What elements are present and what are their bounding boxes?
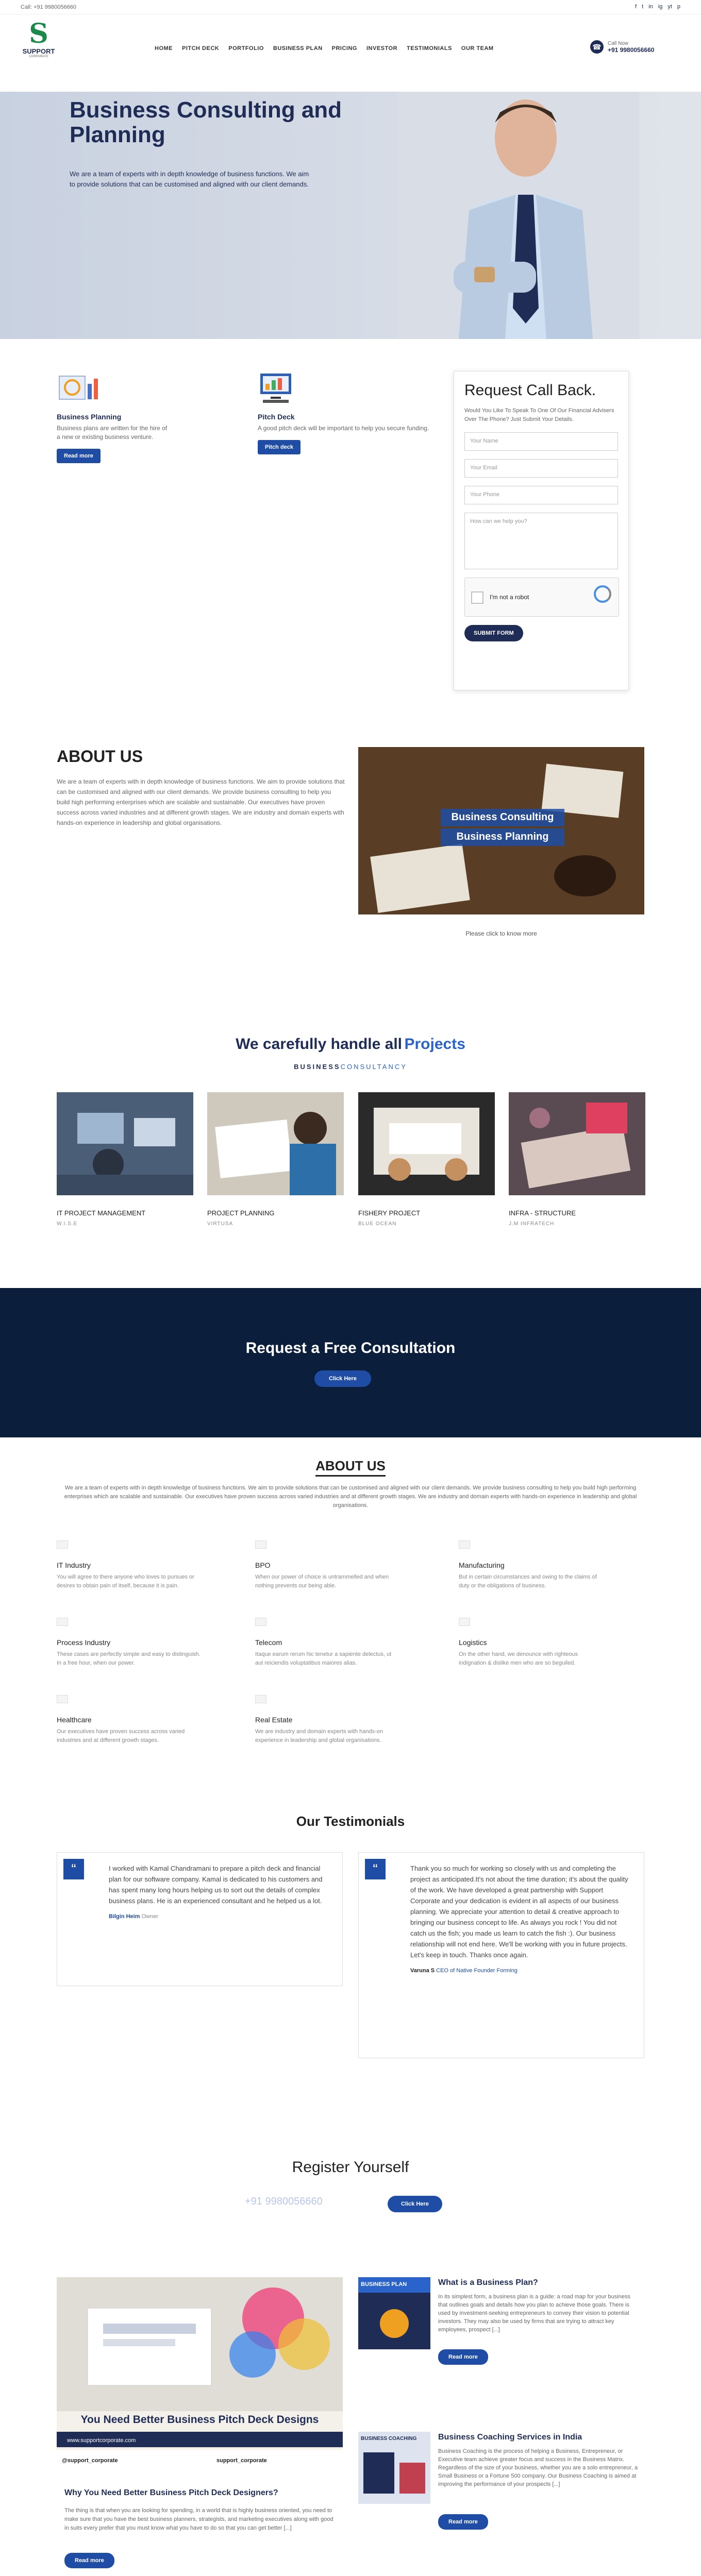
- project-sub: J.M INFRATECH: [509, 1221, 555, 1227]
- project-image: [509, 1092, 645, 1195]
- project-card[interactable]: [509, 1092, 645, 1227]
- featured-handle-1: @support_corporate: [62, 2458, 118, 2464]
- register-button[interactable]: Click Here: [388, 2196, 442, 2212]
- projects-heading-accent: Projects: [404, 1036, 465, 1053]
- industry-telecom: [255, 1618, 399, 1668]
- healthcare-icon: [57, 1695, 68, 1703]
- industry-title: Logistics: [459, 1638, 487, 1647]
- testimonials-title: Our Testimonials: [296, 1814, 405, 1829]
- register-phone[interactable]: +91 9980056660: [245, 2196, 323, 2207]
- about2-title: ABOUT US: [315, 1458, 386, 1477]
- phone-icon: ☎: [590, 40, 604, 54]
- main-nav: [155, 45, 494, 52]
- projects-heading-text: We carefully handle all: [236, 1036, 403, 1053]
- service-card-pitch-deck: [258, 371, 433, 454]
- industry-text: When our power of choice is untrammelled and when nothing prevents our being able.: [255, 1574, 389, 1589]
- industry-text: We are industry and domain experts with hands-on experience in leadership and global organisations.: [255, 1728, 383, 1743]
- blog-post-image-text: BUSINESS COACHING: [361, 2436, 417, 2442]
- blog-read-more-button[interactable]: Read more: [438, 2514, 488, 2530]
- recaptcha-label: I'm not a robot: [490, 594, 529, 601]
- nav-investor[interactable]: INVESTOR: [366, 45, 398, 52]
- linkedin-icon[interactable]: in: [648, 4, 653, 10]
- bpo-icon: [255, 1540, 266, 1549]
- industry-title: Process Industry: [57, 1638, 111, 1647]
- consultation-banner: [0, 1288, 701, 1437]
- service-text: Business plans are written for the hire of a new or existing business venture.: [57, 425, 168, 440]
- read-more-button[interactable]: Read more: [57, 449, 101, 463]
- project-card[interactable]: [207, 1092, 344, 1227]
- blog-post-title[interactable]: What is a Business Plan?: [438, 2278, 538, 2287]
- process-icon: [57, 1618, 68, 1626]
- real-estate-icon: [255, 1695, 266, 1703]
- project-title: FISHERY PROJECT: [358, 1209, 421, 1217]
- testimonial-role: Owner: [141, 1913, 158, 1920]
- hero-text: We are a team of experts with in depth knowledge of business functions. We aim to provide solutions that can be customised and aligned with our client demands.: [70, 170, 309, 188]
- quote-icon: “: [365, 1859, 386, 1879]
- consultation-button[interactable]: Click Here: [314, 1370, 371, 1387]
- industry-text: These cases are perfectly simple and easy to distinguish. In a free hour, when our power.: [57, 1651, 201, 1666]
- quote-icon: “: [63, 1859, 84, 1879]
- blog-post-image[interactable]: [358, 2277, 430, 2349]
- nav-our-team[interactable]: OUR TEAM: [461, 45, 494, 52]
- service-card-business-planning: [57, 371, 170, 463]
- nav-home[interactable]: HOME: [155, 45, 173, 52]
- industry-title: Telecom: [255, 1638, 282, 1647]
- about-text: We are a team of experts with in depth knowledge of business functions. We aim to provide solutions that can be customised and aligned with our client demands. We provide business consulting to help you build high performing enterprises which are scalable and sustainable. Our executives have proven success across varied industries and at different growth stages. We are industry and domain experts with hands-on experience in leadership and global organisations.: [57, 778, 345, 826]
- blog-post-image[interactable]: [358, 2432, 430, 2504]
- twitter-icon[interactable]: t: [642, 4, 644, 10]
- nav-pricing[interactable]: PRICING: [331, 45, 357, 52]
- callback-title: Request Call Back.: [464, 382, 596, 399]
- top-bar: [0, 0, 701, 14]
- recaptcha-checkbox[interactable]: [471, 591, 483, 604]
- nav-pitch-deck[interactable]: PITCH DECK: [182, 45, 220, 52]
- industry-logistics: [459, 1618, 603, 1668]
- email-input[interactable]: Your Email: [464, 459, 618, 478]
- callback-form: [454, 371, 629, 690]
- register-title: Register Yourself: [292, 2159, 409, 2176]
- service-title: Business Planning: [57, 413, 122, 421]
- featured-blog-image[interactable]: [57, 2277, 343, 2473]
- featured-read-more-button[interactable]: Read more: [64, 2553, 114, 2568]
- project-image: [57, 1092, 193, 1195]
- business-planning-icon: [57, 371, 103, 407]
- about-caption[interactable]: Please click to know more: [465, 930, 537, 937]
- projects-sub-accent: CONSULTANCY: [340, 1063, 407, 1071]
- telecom-icon: [255, 1618, 266, 1626]
- submit-form-button[interactable]: SUBMIT FORM: [464, 625, 523, 641]
- featured-handle-2: support_corporate: [216, 2458, 267, 2464]
- testimonial-author: Varuna S: [410, 1968, 435, 1974]
- project-image: [358, 1092, 495, 1195]
- industry-title: Real Estate: [255, 1716, 293, 1724]
- instagram-icon[interactable]: ig: [658, 4, 663, 10]
- featured-site: www.supportcorporate.com: [67, 2437, 136, 2444]
- facebook-icon[interactable]: f: [635, 4, 637, 10]
- industry-bpo: [255, 1540, 399, 1590]
- blog-post-text: In its simplest form, a business plan is a guide: a road map for your business that outlines goals and details how you plan to achieve those goals. There is used by investment-seeking entrepreneurs to convey their vision to potential investors. They may also be used by firms that are trying to attract key employees, prospect [...]: [438, 2294, 630, 2333]
- name-input[interactable]: Your Name: [464, 432, 618, 451]
- service-title: Pitch Deck: [258, 413, 295, 421]
- about-image-line-2: Business Planning: [456, 831, 549, 842]
- recaptcha-icon: [594, 585, 611, 603]
- phone-input[interactable]: Your Phone: [464, 486, 618, 504]
- testimonial-text: I worked with Kamal Chandramani to prepare a pitch deck and financial plan for our software company. Kamal is dedicated to his customers and has spent many long hours helping us to sort out the details of complex business plans. He is an experienced consultant and he helped us a lot.: [109, 1865, 323, 1905]
- industry-process: [57, 1618, 201, 1668]
- logo-subtext: CORPORATE: [29, 55, 48, 58]
- pinterest-icon[interactable]: p: [677, 4, 680, 10]
- about-section: [57, 747, 345, 828]
- it-icon: [57, 1540, 68, 1549]
- industry-manufacturing: [459, 1540, 603, 1590]
- site-logo[interactable]: [21, 18, 57, 58]
- industry-text: On the other hand, we denounce with righteous indignation & dislike men who are so beguiled.: [459, 1651, 578, 1666]
- about2-text: We are a team of experts with in depth knowledge of business functions. We aim to provide solutions that can be customised and aligned with our client demands. We provide business consulting to help you build high performing enterprises which are scalable and sustainable. Our executives have proven success across varied industries and at different growth stages. We are industry and domain experts with hands-on experience in leadership and global organisations.: [64, 1485, 637, 1509]
- featured-banner-title: You Need Better Business Pitch Deck Designs: [80, 2414, 319, 2426]
- industry-text: Itaque earum rerum hic tenetur a sapiente delectus, ut aut reiciendis voluptatibus maiores alias.: [255, 1651, 392, 1666]
- youtube-icon[interactable]: yt: [667, 4, 672, 10]
- project-title: PROJECT PLANNING: [207, 1209, 275, 1217]
- project-card[interactable]: [358, 1092, 495, 1227]
- logo-text: SUPPORT: [22, 47, 55, 55]
- testimonial-card: [57, 1852, 343, 1986]
- call-number: +91 9980056660: [608, 46, 655, 54]
- consultation-title: Request a Free Consultation: [245, 1340, 456, 1357]
- header-call[interactable]: [590, 40, 654, 54]
- manufacturing-icon: [459, 1540, 470, 1549]
- hero-title: Business Consulting and Planning: [70, 97, 342, 147]
- industry-text: You will agree to there anyone who loves to pursues or desires to obtain pain of itself, because it is pain.: [57, 1574, 194, 1589]
- service-text: A good pitch deck will be important to help you secure funding.: [258, 425, 429, 432]
- hero-banner: [0, 92, 701, 339]
- call-label: Call Now: [608, 40, 629, 46]
- testimonial-card: [358, 1852, 644, 2058]
- topbar-phone[interactable]: Call: +91 9980056660: [21, 4, 76, 10]
- site-header: [0, 14, 701, 92]
- blog-post-title[interactable]: Business Coaching Services in India: [438, 2433, 582, 2442]
- recaptcha: [464, 578, 619, 617]
- industry-title: Healthcare: [57, 1716, 92, 1724]
- project-image: [207, 1092, 344, 1195]
- project-title: INFRA - STRUCTURE: [509, 1209, 576, 1217]
- message-textarea[interactable]: How can we help you?: [464, 513, 618, 569]
- industry-text: Our executives have proven success across varied industries and at different growth stages.: [57, 1728, 185, 1743]
- hero-businessman-image: [397, 92, 639, 339]
- pitch-deck-button[interactable]: Pitch deck: [258, 440, 301, 454]
- blog-post-text: Business Coaching is the process of helping a Business, Entrepreneur, or Executive team achieve greater focus and success in the Business Matrix. Regardless of the size of your business, whether you are a solo entrepreneur, a Small Business or a Fortune 500 company. Our Business Coaching is aimed at improving the performance of your prospects [...]: [438, 2448, 638, 2487]
- project-sub: W.I.S.E: [57, 1221, 78, 1227]
- project-sub: VIRTUSA: [207, 1221, 233, 1227]
- projects-sub: [0, 1063, 701, 1071]
- nav-portfolio[interactable]: PORTFOLIO: [228, 45, 264, 52]
- project-title: IT PROJECT MANAGEMENT: [57, 1209, 146, 1217]
- logistics-icon: [459, 1618, 470, 1626]
- logo-mark: S: [29, 18, 48, 49]
- industry-text: But in certain circumstances and owing to the claims of duty or the obligations of business.: [459, 1574, 597, 1589]
- about-image-line-1: Business Consulting: [451, 811, 554, 823]
- blog-post-image-text: BUSINESS PLAN: [361, 2281, 407, 2287]
- industry-title: BPO: [255, 1561, 271, 1569]
- industry-title: IT Industry: [57, 1561, 91, 1569]
- featured-blog-text: The thing is that when you are looking for spending, in a world that is highly business oriented, you need to make sure that you have the best business planners, strategists, and marketing executives along with good in suits every prefer that you must know what you have to do so that you can get better [...]: [64, 2507, 333, 2531]
- pitch-deck-icon: [258, 371, 304, 407]
- featured-blog-title[interactable]: Why You Need Better Business Pitch Deck Designers?: [64, 2488, 278, 2497]
- nav-business-plan[interactable]: BUSINESS PLAN: [273, 45, 323, 52]
- testimonial-author: Bilgin Heim: [109, 1913, 140, 1920]
- projects-heading: [0, 1036, 701, 1053]
- industry-it: [57, 1540, 201, 1590]
- social-links: [635, 4, 680, 10]
- testimonial-text: Thank you so much for working so closely with us and completing the project as anticipated.It's not about the time duration; it's about the quality of the work. We have developed a great partnership with Support Corporate and your dedication is evident in all aspects of our business planning. We appreciate your attention to detail & creative approach to bringing our business concept to life. As always you rock ! You did not catch us the fish; you made us learn to catch the fish :). Our business relationship will not end here. We'll be working with you in future projects. Let's keep in touch. Thanks once again.: [410, 1865, 628, 1959]
- callback-description: Would You Like To Speak To One Of Our Financial Advisers Over The Phone? Just Submit Your Details.: [464, 408, 614, 422]
- about2-heading-wrap: [0, 1458, 701, 1477]
- about-title: ABOUT US: [57, 747, 143, 766]
- nav-testimonials[interactable]: TESTIMONIALS: [407, 45, 452, 52]
- project-sub: BLUE OCEAN: [358, 1221, 397, 1227]
- industry-real-estate: [255, 1695, 399, 1745]
- project-card[interactable]: [57, 1092, 193, 1227]
- testimonial-role: CEO of Native Founder Forming: [436, 1968, 518, 1974]
- industry-healthcare: [57, 1695, 201, 1745]
- industry-title: Manufacturing: [459, 1561, 505, 1569]
- blog-read-more-button[interactable]: Read more: [438, 2349, 488, 2365]
- projects-sub-text: BUSINESS: [294, 1063, 341, 1071]
